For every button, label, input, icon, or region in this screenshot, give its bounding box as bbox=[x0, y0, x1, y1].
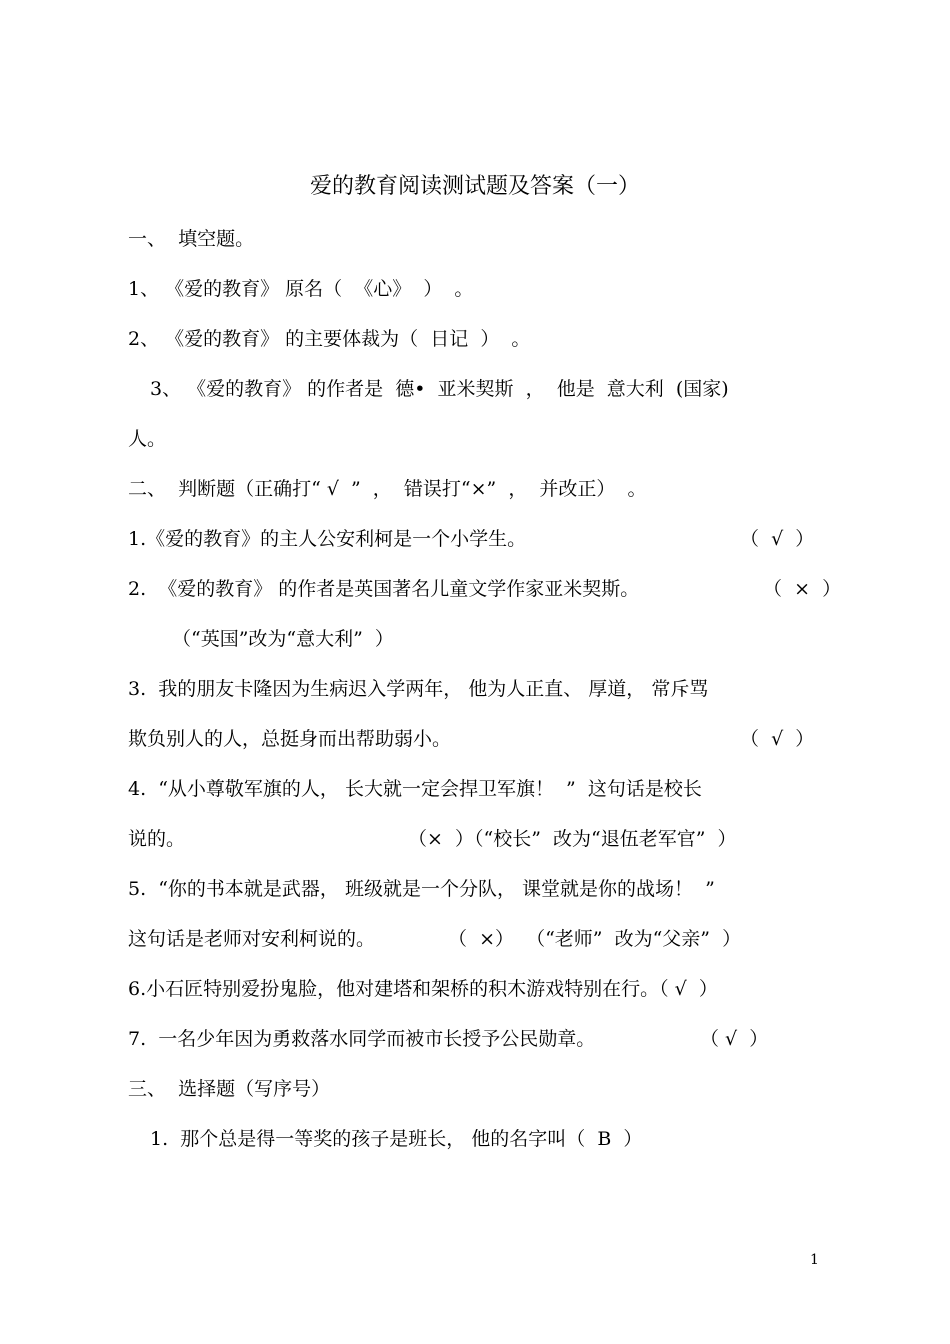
section2-question-3-line2: 欺负别人的人，总挺身而出帮助弱小。 bbox=[128, 728, 452, 750]
section2-answer-4: （× ）（“校长” 改为“退伍老军官” ） bbox=[408, 828, 737, 850]
section2-answer-7: （ √ ） bbox=[700, 1028, 769, 1050]
section2-answer-1: （ √ ） bbox=[740, 528, 815, 550]
section1-question-1: 1、 《爱的教育》 原名（ 《心》 ） 。 bbox=[128, 278, 474, 300]
section2-question-4-line2: 说的。 bbox=[128, 828, 186, 850]
section2-question-5-line1: 5. “你的书本就是武器， 班级就是一个分队， 课堂就是你的战场！ ” bbox=[128, 878, 715, 900]
section2-question-2: 2. 《爱的教育》 的作者是英国著名儿童文学作家亚米契斯。 bbox=[128, 578, 640, 600]
section2-question-3-line1: 3. 我的朋友卡隆因为生病迟入学两年， 他为人正直、 厚道， 常斥骂 bbox=[128, 678, 709, 700]
section2-answer-5: （ ×） （“老师” 改为“父亲” ） bbox=[448, 928, 742, 950]
section2-question-6: 6.小石匠特别爱扮鬼脸，他对建塔和架桥的积木游戏特别在行。（ √ ） bbox=[128, 978, 718, 1000]
section2-question-4-line1: 4. “从小尊敬军旗的人， 长大就一定会捍卫军旗！ ” 这句话是校长 bbox=[128, 778, 702, 800]
section2-answer-2: （ × ） bbox=[763, 578, 842, 600]
section2-question-5-line2: 这句话是老师对安利柯说的。 bbox=[128, 928, 376, 950]
section2-heading: 二、 判断题（正确打“ √ ” ， 错误打“×” ， 并改正） 。 bbox=[128, 478, 647, 500]
page-number: 1 bbox=[810, 1252, 819, 1268]
section1-question-3-line2: 人。 bbox=[128, 428, 167, 450]
section1-question-3-line1: 3、 《爱的教育》 的作者是 德• 亚米契斯 ， 他是 意大利 (国家) bbox=[150, 378, 729, 400]
section2-question-1: 1.《爱的教育》的主人公安利柯是一个小学生。 bbox=[128, 528, 527, 550]
section2-correction-2: （“英国”改为“意大利” ） bbox=[172, 628, 394, 650]
section2-answer-3: （ √ ） bbox=[740, 728, 815, 750]
page-title: 爱的教育阅读测试题及答案（一） bbox=[309, 174, 640, 199]
section1-heading: 一、 填空题。 bbox=[128, 228, 255, 250]
section3-question-1: 1. 那个总是得一等奖的孩子是班长， 他的名字叫（ B ） bbox=[150, 1128, 643, 1150]
section3-heading: 三、 选择题（写序号） bbox=[128, 1078, 331, 1100]
section2-question-7: 7. 一名少年因为勇救落水同学而被市长授予公民勋章。 bbox=[128, 1028, 596, 1050]
section1-question-2: 2、 《爱的教育》 的主要体裁为（ 日记 ） 。 bbox=[128, 328, 531, 350]
